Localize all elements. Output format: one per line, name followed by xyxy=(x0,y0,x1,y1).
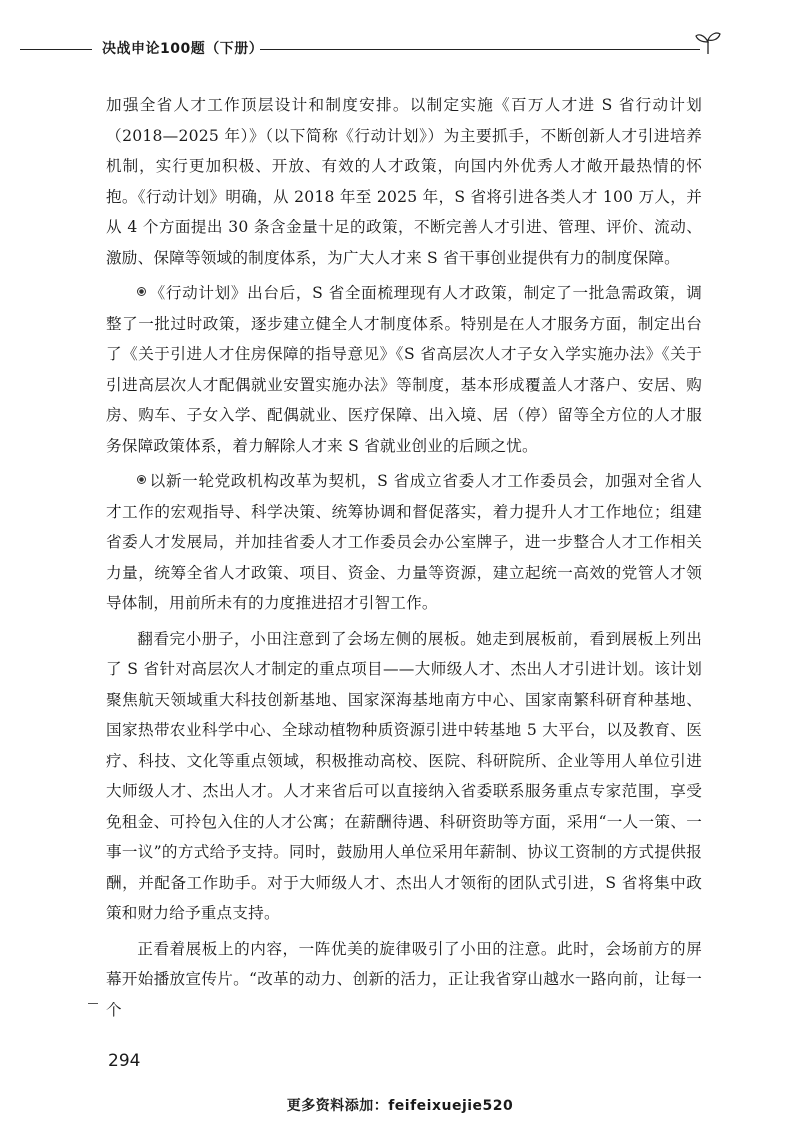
header-rule-left xyxy=(20,49,92,50)
paragraph-1 xyxy=(106,90,702,273)
bullet-icon xyxy=(137,287,146,296)
running-header xyxy=(20,38,710,62)
paragraph-4 xyxy=(106,624,702,929)
header-rule-right xyxy=(260,49,700,50)
bullet-icon xyxy=(137,475,146,484)
paragraph-3 xyxy=(106,466,702,619)
page-number: 294 xyxy=(108,1051,141,1071)
paragraph-3-text: 以新一轮党政机构改革为契机，S 省成立省委人才工作委员会，加强对全省人才工作的宏观指导、科学决策、统筹协调和督促落实，着力提升人才工作地位；组建省委人才发展局，并加挂省委人才工作委员会办公室牌子，进一步整合人才工作相关力量，统筹全省人才政策、项目、资金、力量等资源，建立起统一高效的党管人才领导体制，用前所未有的力度推进招才引智工作。 xyxy=(106,472,702,612)
sprout-icon xyxy=(694,30,722,56)
footer-watermark: 更多资料添加：feifeixuejie520 xyxy=(286,1098,514,1114)
paragraph-2 xyxy=(106,278,702,461)
paragraph-4-text: 翻看完小册子，小田注意到了会场左侧的展板。她走到展板前，看到展板上列出了 S 省针对高层次人才制定的重点项目——大师级人才、杰出人才引进计划。该计划聚焦航天领域重大科技创新基地、国家深海基地南方中心、国家南繁科研育种基地、国家热带农业科学中心、全球动植物种质资源引进中转基地 5 大平台，以及教育、医疗、科技、文化等重点领域，积极推动高校、医院、科研院所、企业等用人单位引进大师级人才、杰出人才。人才来省后可以直接纳入省委联系服务重点专家范围，享受免租金、可拎包入住的人才公寓；在薪酬待遇、科研资助等方面，采用“一人一策、一事一议”的方式给予支持。同时，鼓励用人单位采用年薪制、协议工资制的方式提供报酬，并配备工作助手。对于大师级人才、杰出人才领衔的团队式引进，S 省将集中政策和财力给予重点支持。 xyxy=(106,629,702,922)
paragraph-1-text: 加强全省人才工作顶层设计和制度安排。以制定实施《百万人才进 S 省行动计划（2018—2025 年）》（以下简称《行动计划》）为主要抓手，不断创新人才引进培养机制，实行更加积极、开放、有效的人才政策，向国内外优秀人才敞开最热情的怀抱。《行动计划》明确，从 2018 年至 2025 年，S 省将引进各类人才 100 万人，并从 4 个方面提出 30 条含金量十足的政策，不断完善人才引进、管理、评价、流动、激励、保障等领域的制度体系，为广大人才来 S 省干事创业提供有力的制度保障。 xyxy=(106,96,702,267)
body-text xyxy=(106,90,702,1030)
paragraph-5 xyxy=(106,934,702,1026)
margin-mark xyxy=(88,1003,98,1004)
book-title: 决战申论100题（下册） xyxy=(102,41,264,57)
paragraph-2-text: 《行动计划》出台后，S 省全面梳理现有人才政策，制定了一批急需政策，调整了一批过时政策，逐步建立健全人才制度体系。特别是在人才服务方面，制定出台了《关于引进人才住房保障的指导意见》《S 省高层次人才子女入学实施办法》《关于引进高层次人才配偶就业安置实施办法》等制度，基本形成覆盖人才落户、安居、购房、购车、子女入学、配偶就业、医疗保障、出入境、居（停）留等全方位的人才服务保障政策体系，着力解除人才来 S 省就业创业的后顾之忧。 xyxy=(106,284,702,455)
paragraph-5-text: 正看着展板上的内容，一阵优美的旋律吸引了小田的注意。此时，会场前方的屏幕开始播放宣传片。“改革的动力、创新的活力，正让我省穿山越水一路向前，让每一个 xyxy=(106,939,702,1019)
